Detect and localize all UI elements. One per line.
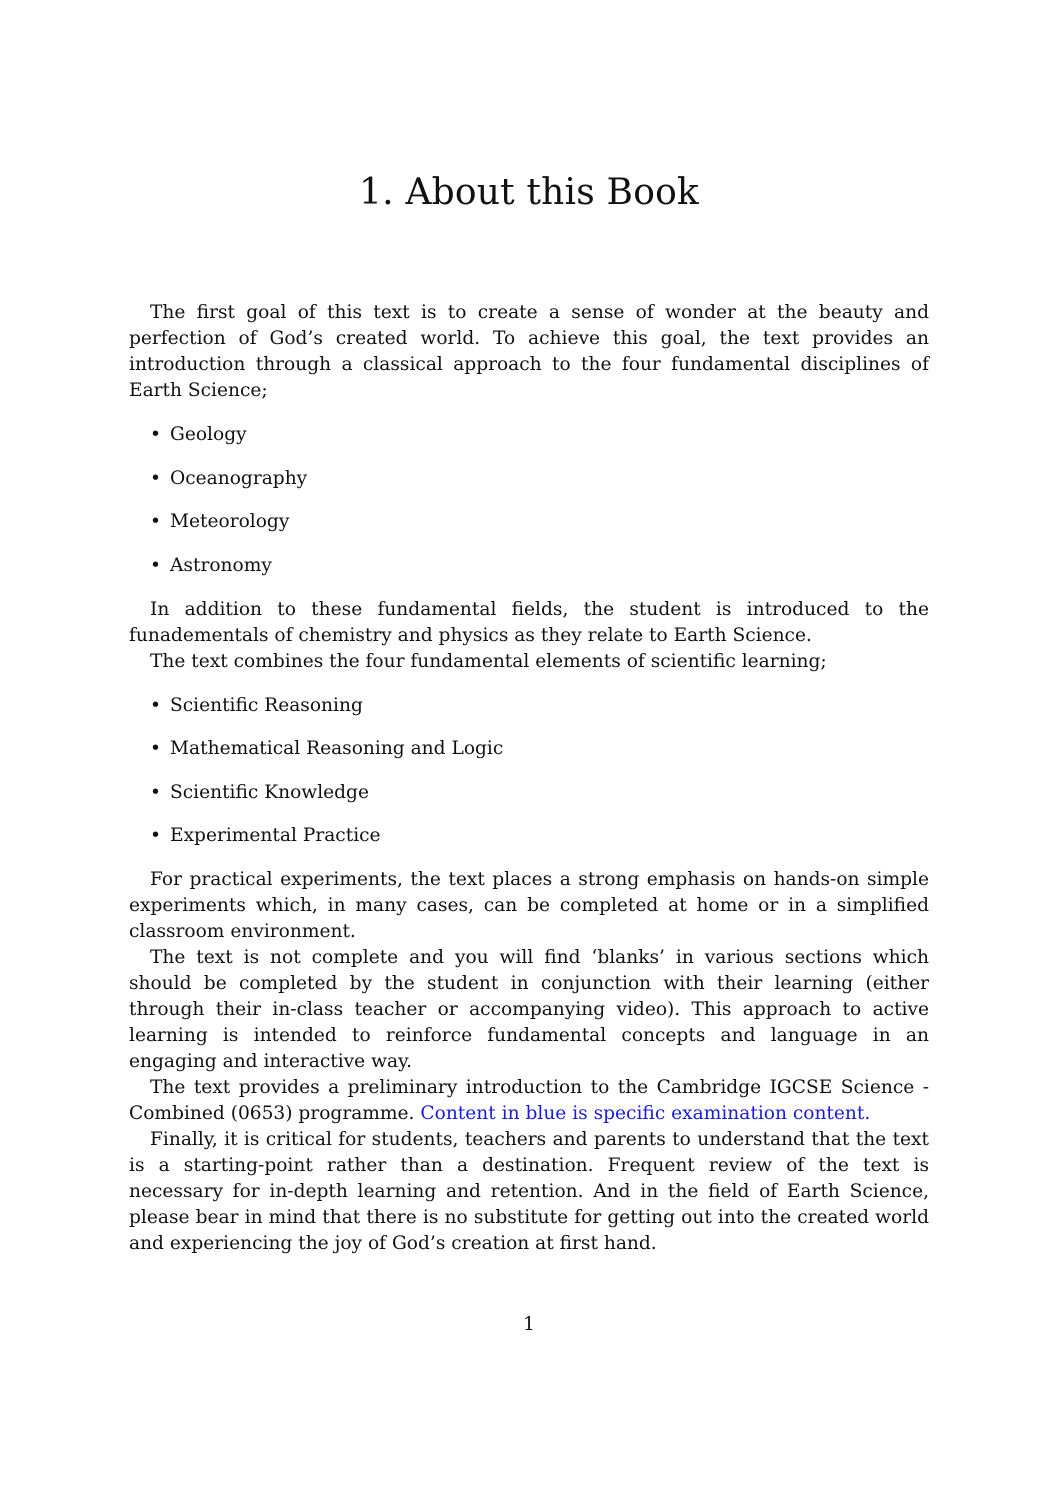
list-item	[129, 509, 929, 535]
list-item-label: Scientific Reasoning	[170, 694, 363, 716]
bullet-icon: •	[150, 467, 161, 489]
intro-paragraph: The first goal of this text is to create a sense of wonder at the beauty and perfection of God’s created world. To achieve this goal, the text provides an introduction through a classical approach to the four fundamental disciplines of Earth Science;	[129, 302, 929, 401]
combines-paragraph: The text combines the four fundamental elements of scientific learning;	[150, 650, 827, 672]
additional-fields-paragraph: In addition to these fundamental fields, the student is introduced to the funadementals of chemistry and physics as they relate to Earth Science.	[129, 598, 929, 646]
list-item-label: Scientific Knowledge	[170, 781, 369, 803]
list-item	[129, 693, 929, 719]
list-item	[129, 422, 929, 448]
list-item-label: Oceanography	[170, 467, 308, 489]
bullet-icon: •	[150, 781, 161, 803]
list-item-label: Astronomy	[170, 554, 272, 576]
bullet-icon: •	[150, 554, 161, 576]
list-item	[129, 780, 929, 806]
bullet-icon: •	[150, 738, 161, 759]
list-item-label: Meteorology	[170, 511, 290, 532]
body-text	[129, 300, 929, 1257]
list-item	[129, 553, 929, 579]
list-item-label: Mathematical Reasoning and Logic	[170, 738, 504, 759]
elements-list	[129, 693, 929, 850]
disciplines-list	[129, 422, 929, 579]
bullet-icon: •	[150, 424, 161, 445]
finally-paragraph: Finally, it is critical for students, teachers and parents to understand that the text is a starting-point rather than a destination. Frequent review of the text is necessary for in-depth learning and retention. And in the field of Earth Science, please bear in mind that there is no substitute for getting out into the created world and experiencing the joy of God’s creation at first hand.	[129, 1129, 929, 1254]
chapter-title: 1. About this Book	[359, 172, 699, 213]
list-item-label: Experimental Practice	[170, 825, 381, 846]
page-number: 1	[523, 1314, 535, 1335]
bullet-icon: •	[150, 511, 161, 532]
bullet-icon: •	[150, 825, 161, 846]
list-item	[129, 466, 929, 492]
list-item	[129, 736, 929, 762]
igcse-paragraph	[129, 1075, 929, 1127]
list-item-label: Geology	[170, 424, 247, 445]
list-item	[129, 823, 929, 849]
bullet-icon: •	[150, 694, 161, 716]
practical-paragraph: For practical experiments, the text places a strong emphasis on hands-on simple experiments which, in many cases, can be completed at home or in a simplified classroom environment.	[129, 869, 929, 942]
blanks-paragraph: The text is not complete and you will find ‘blanks’ in various sections which should be completed by the student in conjunction with their learning (either through their in-class teacher or accompanying video). This approach to active learning is intended to reinforce fundamental concepts and language in an engaging and interactive way.	[129, 947, 929, 1072]
igcse-text: The text provides a preliminary introduction to the Cambridge IGCSE Science - Combined (0653) programme.	[129, 1077, 929, 1124]
examination-content-note: Content in blue is specific examination content.	[420, 1103, 871, 1124]
